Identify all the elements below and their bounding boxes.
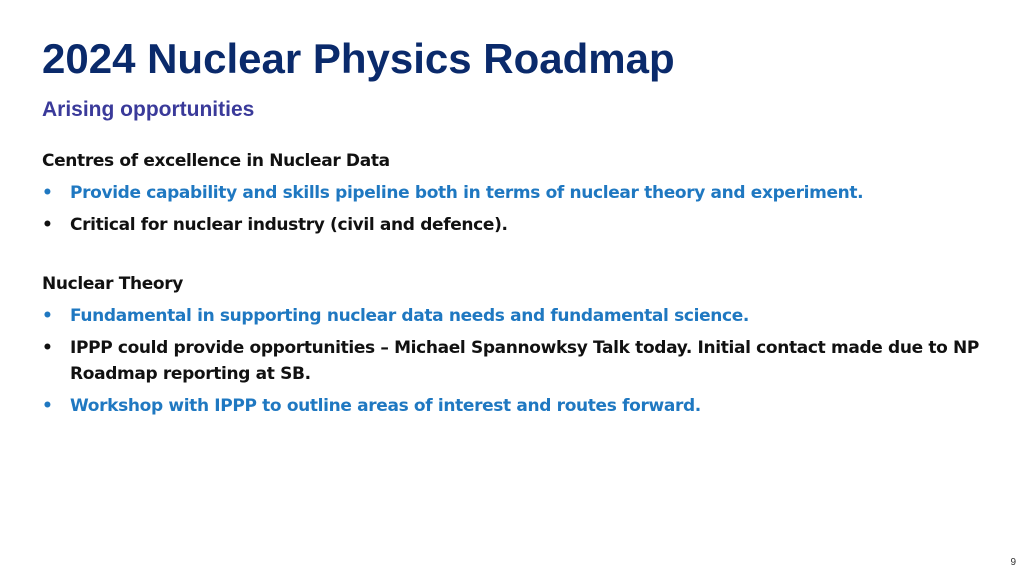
bullet-text: Provide capability and skills pipeline both in terms of nuclear theory and experiment.	[70, 183, 864, 203]
section-spacer	[42, 241, 1002, 269]
bullet-item	[42, 177, 1002, 209]
bullet-marker: •	[42, 306, 53, 326]
slide-body	[42, 146, 1002, 422]
bullet-marker: •	[42, 338, 53, 358]
bullet-text: Fundamental in supporting nuclear data needs and fundamental science.	[70, 306, 750, 326]
section-nuclear-theory	[42, 269, 1002, 422]
page-number: 9	[1010, 557, 1016, 568]
bullet-text: Workshop with IPPP to outline areas of interest and routes forward.	[70, 396, 701, 416]
bullet-text: IPPP could provide opportunities – Michael Spannowksy Talk today. Initial contact made due to NP Roadmap reporting at SB.	[70, 338, 979, 384]
slide-title: 2024 Nuclear Physics Roadmap	[42, 35, 675, 82]
bullet-item	[42, 209, 1002, 241]
bullet-marker: •	[42, 396, 53, 416]
bullet-item	[42, 390, 1002, 422]
section-nuclear-data	[42, 146, 1002, 241]
section-heading: Centres of excellence in Nuclear Data	[42, 151, 390, 171]
section-heading: Nuclear Theory	[42, 274, 184, 294]
slide-subtitle: Arising opportunities	[42, 98, 255, 121]
bullet-item	[42, 300, 1002, 332]
bullet-text: Critical for nuclear industry (civil and defence).	[70, 215, 508, 235]
bullet-marker: •	[42, 215, 53, 235]
bullet-item	[42, 332, 1002, 390]
bullet-marker: •	[42, 183, 53, 203]
